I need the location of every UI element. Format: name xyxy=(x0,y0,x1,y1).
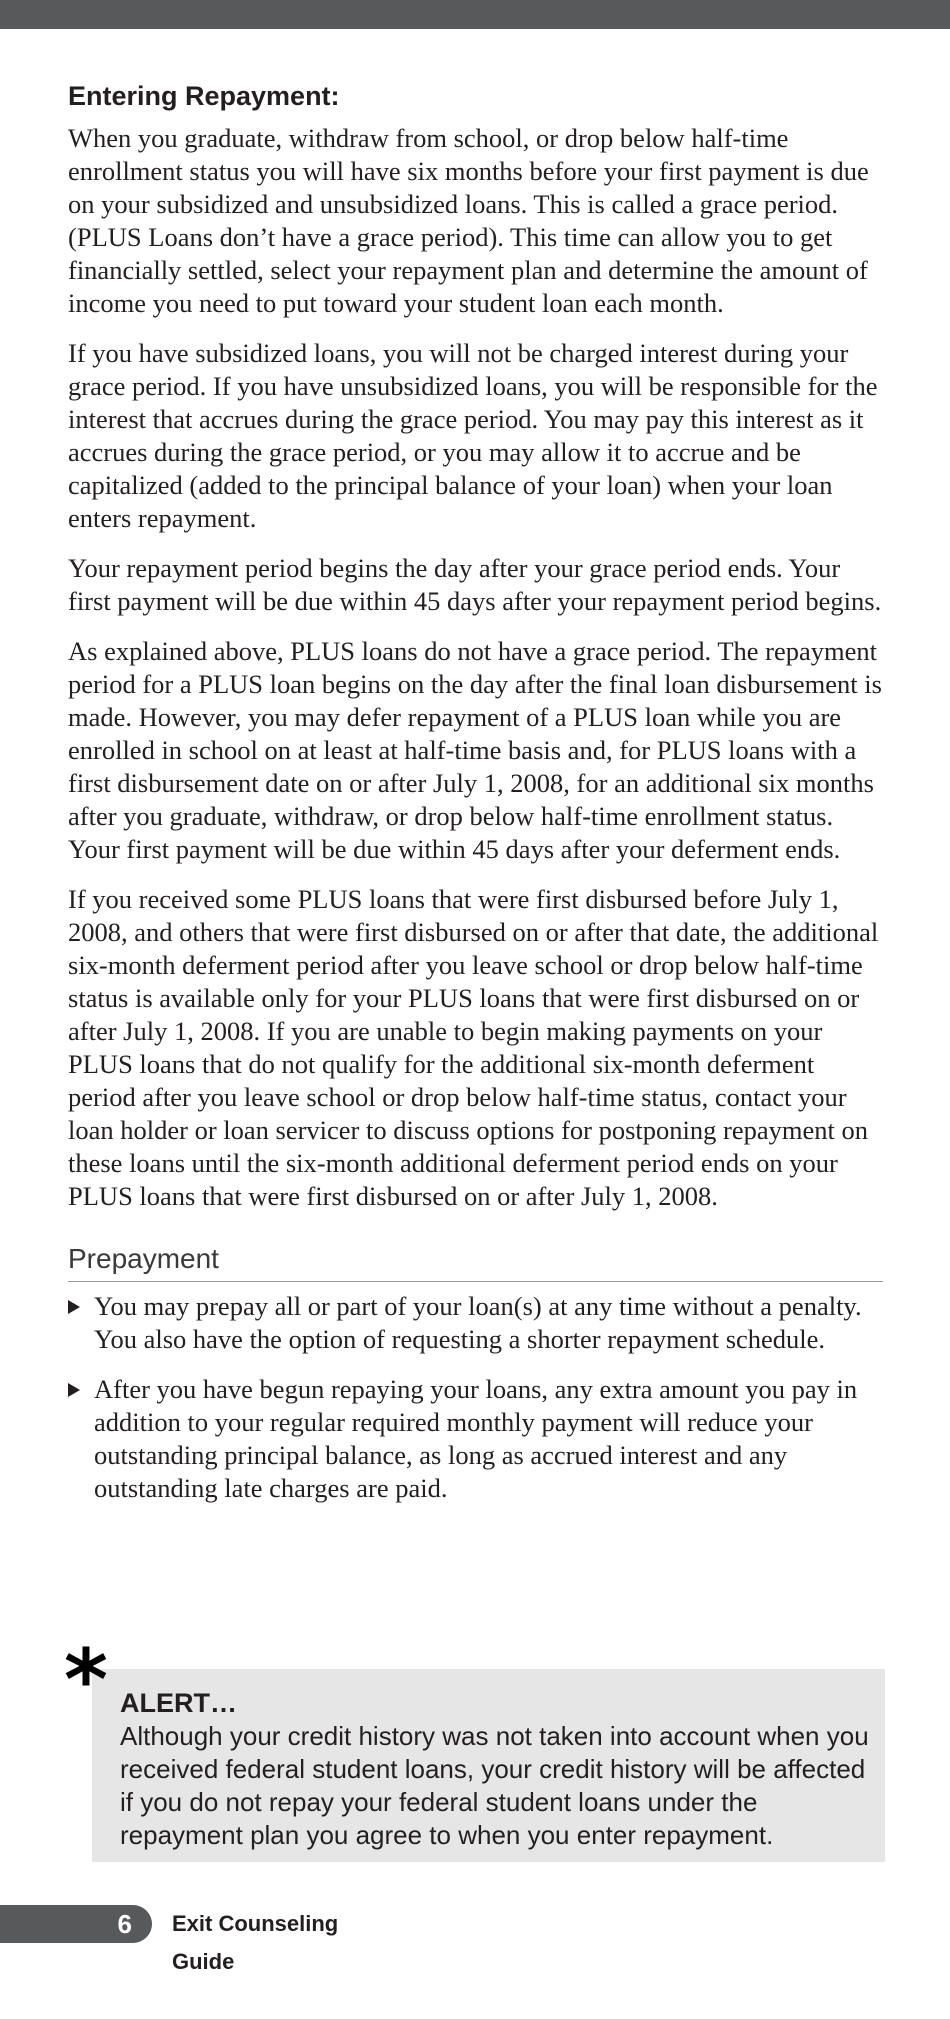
prepayment-heading: Prepayment xyxy=(68,1241,883,1282)
footer-guide-title: Exit Counseling Guide xyxy=(172,1911,339,1974)
triangle-bullet-icon xyxy=(68,1300,80,1314)
alert-box xyxy=(92,1669,885,1862)
page-footer xyxy=(0,1905,400,1974)
list-item-text: You may prepay all or part of your loan(s) at any time without a penalty. You also have the option of requesting a shorter repayment schedule. xyxy=(94,1291,862,1354)
page-content xyxy=(68,80,883,1522)
top-header-bar xyxy=(0,0,950,29)
paragraph-plus-loans: As explained above, PLUS loans do not have a grace period. The repayment period for a PLUS loan begins on the day after the final loan disbursement is made. However, you may defer repayment of a PLUS loan while you are enrolled in school on at least at half-time basis and, for PLUS loans with a first disbursement date on or after July 1, 2008, for an additional six months after you graduate, withdraw, or drop below half-time enrollment status. Your first payment will be due within 45 days after your deferment ends. xyxy=(68,636,882,864)
list-item-text: After you have begun repaying your loans, any extra amount you pay in addition to your regular required monthly payment will reduce your outstanding principal balance, as long as accrued interest and any outstanding late charges are paid. xyxy=(94,1374,858,1503)
triangle-bullet-icon xyxy=(68,1383,80,1397)
list-item xyxy=(68,1290,883,1356)
page-number: 6 xyxy=(0,1905,152,1943)
paragraph-plus-deferment: If you received some PLUS loans that were first disbursed before July 1, 2008, and others that were first disbursed on or after that date, the additional six-month deferment period after you leave school or drop below half-time status is available only for your PLUS loans that were first disbursed on or after July 1, 2008. If you are unable to begin making payments on your PLUS loans that do not qualify for the additional six-month deferment period after you leave school or drop below half-time status, contact your loan holder or loan servicer to discuss options for postponing repayment on these loans until the six-month additional deferment period ends on your PLUS loans that were first disbursed on or after July 1, 2008. xyxy=(68,884,879,1211)
alert-title: ALERT… xyxy=(120,1688,237,1718)
paragraph-subsidized-interest: If you have subsidized loans, you will not be charged interest during your grace period. If you have unsubsidized loans, you will be responsible for the interest that accrues during the grace period. You may pay this interest as it accrues during the grace period, or you may allow it to accrue and be capitalized (added to the principal balance of your loan) when your loan enters repayment. xyxy=(68,338,878,533)
asterisk-icon: * xyxy=(64,1631,108,1729)
alert-text: Although your credit history was not taken into account when you received federal student loans, your credit history will be affected if you do not repay your federal student loans under the repayment plan you agree to when you enter repayment. xyxy=(120,1721,869,1850)
paragraph-repayment-begins: Your repayment period begins the day after your grace period ends. Your first payment will be due within 45 days after your repayment period begins. xyxy=(68,553,882,616)
list-item xyxy=(68,1373,883,1505)
section-heading: Entering Repayment: xyxy=(68,81,340,111)
paragraph-grace-period: When you graduate, withdraw from school, or drop below half-time enrollment status you will have six months before your first payment is due on your subsidized and unsubsidized loans. This is called a grace period. (PLUS Loans don’t have a grace period). This time can allow you to get financially settled, select your repayment plan and determine the amount of income you need to put toward your student loan each month. xyxy=(68,123,869,318)
alert-content xyxy=(120,1687,870,1852)
prepayment-list xyxy=(68,1290,883,1505)
